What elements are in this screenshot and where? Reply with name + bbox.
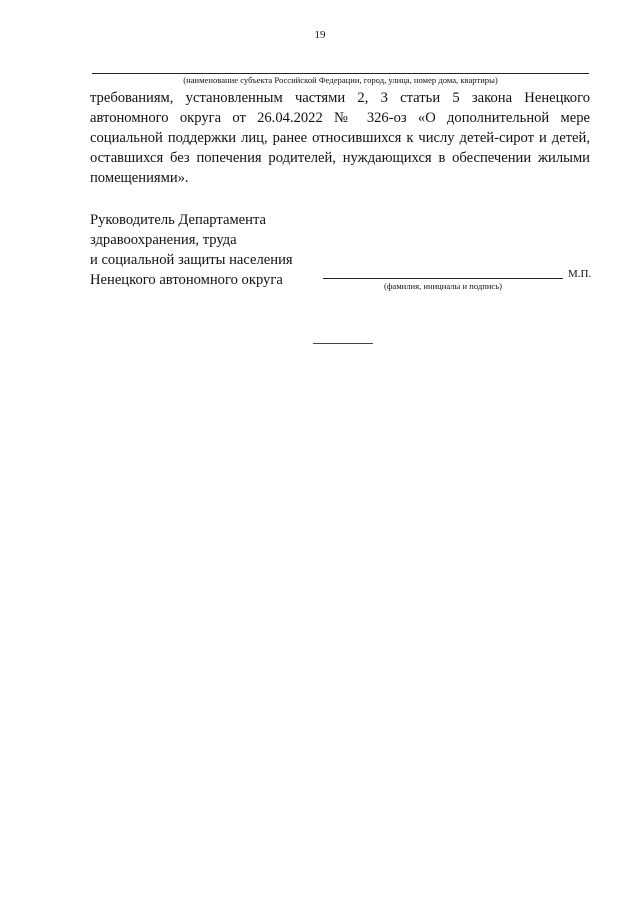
end-of-document-divider [313, 343, 373, 344]
address-field-caption: (наименование субъекта Российской Федерации, город, улица, номер дома, квартиры) [183, 75, 498, 85]
signature-line [323, 278, 563, 279]
page-number: 19 [314, 29, 326, 41]
body-line: социальной поддержки лиц, ранее относившихся к числу детей-сирот и детей, [90, 130, 590, 146]
signatory-position-line: Ненецкого автономного округа [90, 272, 283, 288]
signatory-position-line: Руководитель Департамента [90, 212, 266, 228]
signatory-position-line: здравоохранения, труда [90, 232, 237, 248]
body-line: автономного округа от 26.04.2022 № 326-оз «О дополнительной мере [90, 110, 590, 126]
signatory-position [90, 210, 320, 290]
body-line: помещениями». [90, 170, 189, 186]
body-line: требованиям, установленным частями 2, 3 статьи 5 закона Ненецкого [90, 90, 590, 106]
stamp-label: М.П. [568, 268, 592, 280]
body-line: оставшихся без попечения родителей, нуждающихся в обеспечении жилыми [90, 150, 590, 166]
signature-caption: (фамилия, инициалы и подпись) [383, 281, 503, 291]
address-field-line [92, 73, 589, 74]
signatory-position-line: и социальной защиты населения [90, 252, 293, 268]
body-paragraph [90, 88, 590, 188]
